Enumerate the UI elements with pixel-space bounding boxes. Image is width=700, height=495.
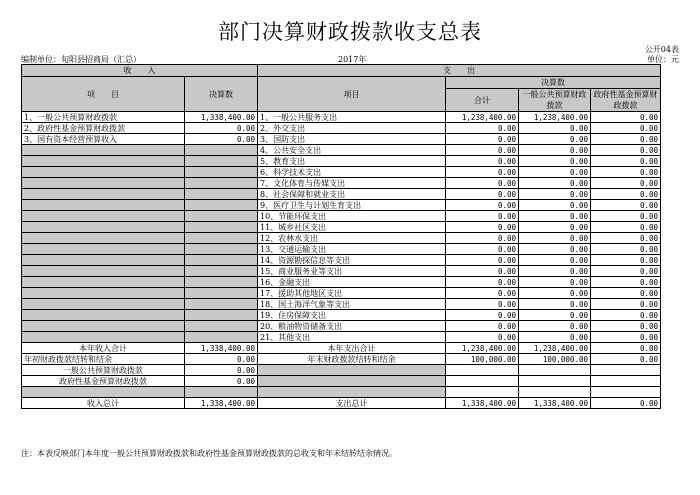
expense-total-cell: 0.00 <box>446 145 519 156</box>
income-amount-cell <box>185 167 258 178</box>
income-amount-cell <box>185 244 258 255</box>
expense-general-cell: 0.00 <box>519 222 591 233</box>
income-item-cell <box>22 222 185 233</box>
expense-general-cell: 1,238,400.00 <box>519 112 591 123</box>
income-amount-cell <box>185 255 258 266</box>
carry-in-general-label: 一般公共预算财政拨款 <box>22 365 185 376</box>
expense-fund-cell: 0.00 <box>591 156 661 167</box>
table-row <box>22 112 661 123</box>
expense-total-cell: 0.00 <box>446 299 519 310</box>
income-amount-cell <box>185 211 258 222</box>
income-amount-header: 决算数 <box>185 77 258 112</box>
currency-unit: 单位：元 <box>647 55 679 64</box>
expense-fund-cell: 0.00 <box>591 255 661 266</box>
expense-general-cell: 0.00 <box>519 299 591 310</box>
table-row <box>22 134 661 145</box>
blank-cell <box>22 387 185 398</box>
expense-total-cell: 0.00 <box>446 222 519 233</box>
income-item-cell <box>22 288 185 299</box>
expense-fund-cell: 0.00 <box>591 288 661 299</box>
table-row <box>22 233 661 244</box>
final-amount-group-header: 决算数 <box>446 77 661 89</box>
income-amount-cell <box>185 266 258 277</box>
table-row <box>22 189 661 200</box>
table-row <box>22 178 661 189</box>
expense-fund-cell: 0.00 <box>591 145 661 156</box>
income-item-cell <box>22 277 185 288</box>
total-header: 合计 <box>446 89 519 112</box>
expense-general-cell: 0.00 <box>519 189 591 200</box>
expense-total-cell: 0.00 <box>446 288 519 299</box>
expense-item-cell: 14、资源勘探信息等支出 <box>258 255 446 266</box>
expense-fund-cell: 0.00 <box>591 310 661 321</box>
expense-item-cell: 4、公共安全支出 <box>258 145 446 156</box>
carry-in-value: 0.00 <box>185 354 258 365</box>
income-amount-cell <box>185 310 258 321</box>
expense-total-cell: 0.00 <box>446 255 519 266</box>
table-row <box>22 321 661 332</box>
expense-total-value: 1,238,400.00 <box>446 343 519 354</box>
grand-expense-label: 支出总计 <box>258 398 446 409</box>
income-item-cell <box>22 156 185 167</box>
blank-cell <box>258 376 446 387</box>
expense-item-cell: 3、国防支出 <box>258 134 446 145</box>
expense-total-cell: 0.00 <box>446 321 519 332</box>
income-item-cell <box>22 200 185 211</box>
income-item-cell: 3、国有资本经营预算收入 <box>22 134 185 145</box>
table-row <box>22 145 661 156</box>
table-row <box>22 277 661 288</box>
table-row <box>22 156 661 167</box>
expense-fund-cell: 0.00 <box>591 123 661 134</box>
expense-fund-cell: 0.00 <box>591 233 661 244</box>
table-row <box>22 299 661 310</box>
expense-fund-cell: 0.00 <box>591 211 661 222</box>
expense-general-cell: 0.00 <box>519 178 591 189</box>
carry-out-label: 年末财政拨款结转和结余 <box>258 354 446 365</box>
table-row <box>22 244 661 255</box>
table-row <box>22 310 661 321</box>
income-amount-cell <box>185 332 258 343</box>
form-number: 公开04表 <box>644 45 679 54</box>
income-amount-cell <box>185 189 258 200</box>
expense-general-cell: 0.00 <box>519 288 591 299</box>
carry-out-fund: 0.00 <box>591 354 661 365</box>
table-row <box>22 123 661 134</box>
expense-general-cell: 0.00 <box>519 321 591 332</box>
expense-item-cell: 11、城乡社区支出 <box>258 222 446 233</box>
blank-cell <box>446 387 519 398</box>
income-total-label: 本年收入合计 <box>22 343 185 354</box>
expense-general-cell: 0.00 <box>519 277 591 288</box>
gov-fund-header: 政府性基金预算财政拨款 <box>591 89 661 112</box>
grand-general-value: 1,338,400.00 <box>519 398 591 409</box>
expense-item-header: 项目 <box>258 77 446 112</box>
expense-item-cell: 21、其他支出 <box>258 332 446 343</box>
table-row <box>22 211 661 222</box>
expense-total-cell: 0.00 <box>446 244 519 255</box>
expense-fund-cell: 0.00 <box>591 134 661 145</box>
report-year: 2017年 <box>338 55 367 64</box>
report-title: 部门决算财政拨款收支总表 <box>218 20 482 44</box>
blank-cell <box>258 365 446 376</box>
grand-income-value: 1,338,400.00 <box>185 398 258 409</box>
expense-total-cell: 0.00 <box>446 211 519 222</box>
carry-in-fund-label: 政府性基金预算财政拨款 <box>22 376 185 387</box>
expense-item-cell: 19、住房保障支出 <box>258 310 446 321</box>
income-section-header: 收 入 <box>22 65 258 77</box>
blank-cell <box>591 387 661 398</box>
expense-item-cell: 7、文化体育与传媒支出 <box>258 178 446 189</box>
expense-fund-cell: 0.00 <box>591 178 661 189</box>
expense-item-cell: 5、教育支出 <box>258 156 446 167</box>
income-amount-cell <box>185 156 258 167</box>
expense-item-cell: 18、国土海洋气象等支出 <box>258 299 446 310</box>
fiscal-summary-table <box>21 64 661 409</box>
blank-cell <box>185 387 258 398</box>
income-amount-cell <box>185 145 258 156</box>
expense-total-cell: 1,238,400.00 <box>446 112 519 123</box>
income-amount-cell: 0.00 <box>185 123 258 134</box>
expense-item-cell: 20、粮油物资储备支出 <box>258 321 446 332</box>
expense-general-cell: 0.00 <box>519 310 591 321</box>
expense-total-cell: 0.00 <box>446 167 519 178</box>
expense-item-cell: 6、科学技术支出 <box>258 167 446 178</box>
expense-item-cell: 8、社会保障和就业支出 <box>258 189 446 200</box>
blank-cell <box>519 376 591 387</box>
expense-fund-cell: 0.00 <box>591 299 661 310</box>
expense-fund-cell: 0.00 <box>591 200 661 211</box>
income-item-cell <box>22 321 185 332</box>
expense-item-cell: 15、商业服务业等支出 <box>258 266 446 277</box>
expense-total-cell: 0.00 <box>446 310 519 321</box>
carry-out-general: 100,000.00 <box>519 354 591 365</box>
expense-total-cell: 0.00 <box>446 178 519 189</box>
table-row <box>22 332 661 343</box>
income-amount-cell <box>185 321 258 332</box>
income-item-cell <box>22 266 185 277</box>
blank-cell <box>258 387 446 398</box>
income-item-cell <box>22 211 185 222</box>
income-amount-cell <box>185 222 258 233</box>
income-amount-cell <box>185 178 258 189</box>
expense-general-cell: 0.00 <box>519 211 591 222</box>
expense-total-cell: 0.00 <box>446 277 519 288</box>
blank-cell <box>446 376 519 387</box>
blank-cell <box>446 365 519 376</box>
income-item-cell: 1、一般公共预算财政拨款 <box>22 112 185 123</box>
income-item-cell <box>22 167 185 178</box>
expense-fund-cell: 0.00 <box>591 266 661 277</box>
table-row <box>22 167 661 178</box>
table-row <box>22 266 661 277</box>
income-item-cell <box>22 244 185 255</box>
income-amount-cell <box>185 200 258 211</box>
expense-total-cell: 0.00 <box>446 156 519 167</box>
income-item-cell <box>22 255 185 266</box>
expense-total-cell: 0.00 <box>446 233 519 244</box>
income-item-cell <box>22 233 185 244</box>
grand-income-label: 收入总计 <box>22 398 185 409</box>
income-item-header: 项 目 <box>22 77 185 112</box>
general-budget-header: 一般公共预算财政拨款 <box>519 89 591 112</box>
expense-general-cell: 0.00 <box>519 145 591 156</box>
expense-general-cell: 0.00 <box>519 255 591 266</box>
expense-item-cell: 16、金融支出 <box>258 277 446 288</box>
expense-general-cell: 0.00 <box>519 200 591 211</box>
expense-general-cell: 0.00 <box>519 332 591 343</box>
income-item-cell <box>22 332 185 343</box>
expense-total-cell: 0.00 <box>446 134 519 145</box>
income-amount-cell <box>185 233 258 244</box>
expense-item-cell: 17、援助其他地区支出 <box>258 288 446 299</box>
expense-total-fund: 0.00 <box>591 343 661 354</box>
expense-item-cell: 10、节能环保支出 <box>258 211 446 222</box>
expense-fund-cell: 0.00 <box>591 112 661 123</box>
carry-in-fund-value: 0.00 <box>185 376 258 387</box>
income-item-cell <box>22 299 185 310</box>
table-row <box>22 288 661 299</box>
expense-item-cell: 9、医疗卫生与计划生育支出 <box>258 200 446 211</box>
expense-general-cell: 0.00 <box>519 134 591 145</box>
expense-item-cell: 12、农林水支出 <box>258 233 446 244</box>
blank-cell <box>519 365 591 376</box>
expense-total-cell: 0.00 <box>446 189 519 200</box>
expense-fund-cell: 0.00 <box>591 332 661 343</box>
income-item-cell <box>22 145 185 156</box>
expense-total-cell: 0.00 <box>446 332 519 343</box>
expense-fund-cell: 0.00 <box>591 222 661 233</box>
expense-general-cell: 0.00 <box>519 233 591 244</box>
expense-total-cell: 0.00 <box>446 200 519 211</box>
expense-item-cell: 2、外交支出 <box>258 123 446 134</box>
income-amount-cell: 0.00 <box>185 134 258 145</box>
expense-fund-cell: 0.00 <box>591 321 661 332</box>
carry-in-label: 年初财政拨款结转和结余 <box>22 354 185 365</box>
expense-item-cell: 1、一般公共服务支出 <box>258 112 446 123</box>
expense-general-cell: 0.00 <box>519 167 591 178</box>
expense-fund-cell: 0.00 <box>591 244 661 255</box>
expense-general-cell: 0.00 <box>519 156 591 167</box>
income-amount-cell: 1,338,400.00 <box>185 112 258 123</box>
expense-total-general: 1,238,400.00 <box>519 343 591 354</box>
income-amount-cell <box>185 277 258 288</box>
expense-total-cell: 0.00 <box>446 266 519 277</box>
income-item-cell: 2、政府性基金预算财政拨款 <box>22 123 185 134</box>
blank-cell <box>519 387 591 398</box>
expense-section-header: 支 出 <box>258 65 661 77</box>
expense-general-cell: 0.00 <box>519 244 591 255</box>
carry-out-total: 100,000.00 <box>446 354 519 365</box>
table-row <box>22 200 661 211</box>
reporting-unit: 编制单位：旬阳县招商局（汇总） <box>21 55 141 64</box>
expense-general-cell: 0.00 <box>519 266 591 277</box>
expense-fund-cell: 0.00 <box>591 167 661 178</box>
grand-expense-value: 1,338,400.00 <box>446 398 519 409</box>
income-amount-cell <box>185 299 258 310</box>
income-item-cell <box>22 189 185 200</box>
grand-fund-value: 0.00 <box>591 398 661 409</box>
carry-in-general-value: 0.00 <box>185 365 258 376</box>
income-item-cell <box>22 310 185 321</box>
expense-item-cell: 13、交通运输支出 <box>258 244 446 255</box>
table-footnote: 注：本表反映部门本年度一般公共预算财政拨款和政府性基金预算财政拨款的总收支和年末结转结余情况。 <box>21 449 397 458</box>
income-total-value: 1,338,400.00 <box>185 343 258 354</box>
expense-total-cell: 0.00 <box>446 123 519 134</box>
table-row <box>22 222 661 233</box>
expense-fund-cell: 0.00 <box>591 277 661 288</box>
income-item-cell <box>22 178 185 189</box>
blank-cell <box>591 365 661 376</box>
blank-cell <box>591 376 661 387</box>
expense-fund-cell: 0.00 <box>591 189 661 200</box>
table-row <box>22 255 661 266</box>
expense-total-label: 本年支出合计 <box>258 343 446 354</box>
income-amount-cell <box>185 288 258 299</box>
expense-general-cell: 0.00 <box>519 123 591 134</box>
